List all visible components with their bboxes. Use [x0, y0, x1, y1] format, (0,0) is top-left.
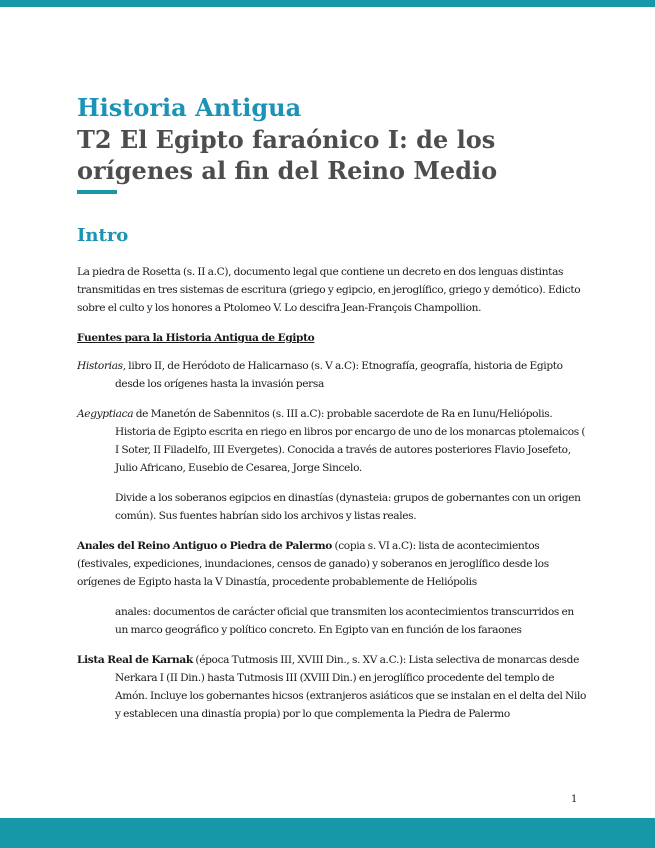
dinastias-paragraph: Divide a los soberanos egipcios en dinastías (dynasteia: grupos de gobernantes con un origen común). Sus fuentes habrían sido los archivos y listas reales. — [115, 492, 581, 522]
document-body — [77, 263, 587, 735]
section-heading-intro: Intro — [77, 225, 129, 246]
karnak-text: (época Tutmosis III, XVIII Din., s. XV a.C.): Lista selectiva de monarcas desde Nerkara I (II Din.) hasta Tutmosis III (XVIII Din.) en jeroglífico procedente del templo de Amón. Incluye los gobernantes hicsos (extranjeros asiáticos que se instalan en el delta del Nilo y establecen una dinastía propia) por lo que complementa la Piedra de Palermo — [115, 654, 587, 720]
palermo-entry — [77, 537, 587, 591]
karnak-title: Lista Real de Karnak — [77, 654, 193, 666]
intro-paragraph: La piedra de Rosetta (s. II a.C), documento legal que contiene un decreto en dos lenguas distintas transmitidas en tres sistemas de escritura (griego y egipcio, en jeroglífico, griego y demótico). Edicto sobre el culto y los honores a Ptolomeo V. Lo descifra Jean-François Champollion. — [77, 266, 581, 314]
page-number: 1 — [571, 794, 578, 805]
top-color-band — [0, 0, 655, 7]
unit-title: T2 El Egipto faraónico I: de los orígenes al fin del Reino Medio — [77, 125, 498, 185]
title-underline-rule — [77, 190, 117, 194]
historias-text: libro II, de Heródoto de Halicarnaso (s. V a.C): Etnografía, geografía, historia de Egipto desde los orígenes hasta la invasión persa — [115, 360, 563, 390]
palermo-title: Anales del Reino Antiguo o Piedra de Palermo — [77, 540, 332, 552]
historias-title: Historias, — [77, 360, 126, 372]
aegyptiaca-text: de Manetón de Sabennitos (s. III a.C): probable sacerdote de Ra en Iunu/Heliópolis. Historia de Egipto escrita en riego en libros por encargo de uno de los monarcas ptolemaicos ( I Soter, II Filadelfo, III Evergetes). Conocida a través de autores posteriores Flavio Josefeto, Julio Africano, Eusebio de Cesarea, Jorge Sincelo. — [115, 408, 586, 474]
anales-definition: anales: documentos de carácter oficial que transmiten los acontecimientos transcurridos en un marco geográfico y político concreto. En Egipto van en función de los faraones — [115, 606, 574, 636]
aegyptiaca-entry — [77, 405, 587, 477]
sources-heading: Fuentes para la Historia Antigua de Egipto — [77, 332, 315, 344]
palermo-text: (copia s. VI a.C): lista de acontecimientos (festivales, expediciones, inundaciones, censos de ganado) y soberanos en jeroglífico desde los orígenes de Egipto hasta la V Dinastía, procedente probablemente de Heliópolis — [77, 540, 549, 588]
aegyptiaca-title: Aegyptiaca — [77, 408, 134, 420]
karnak-entry — [77, 651, 587, 723]
course-title: Historia Antigua — [77, 93, 302, 122]
bottom-color-band — [0, 818, 655, 848]
historias-entry — [77, 357, 587, 393]
